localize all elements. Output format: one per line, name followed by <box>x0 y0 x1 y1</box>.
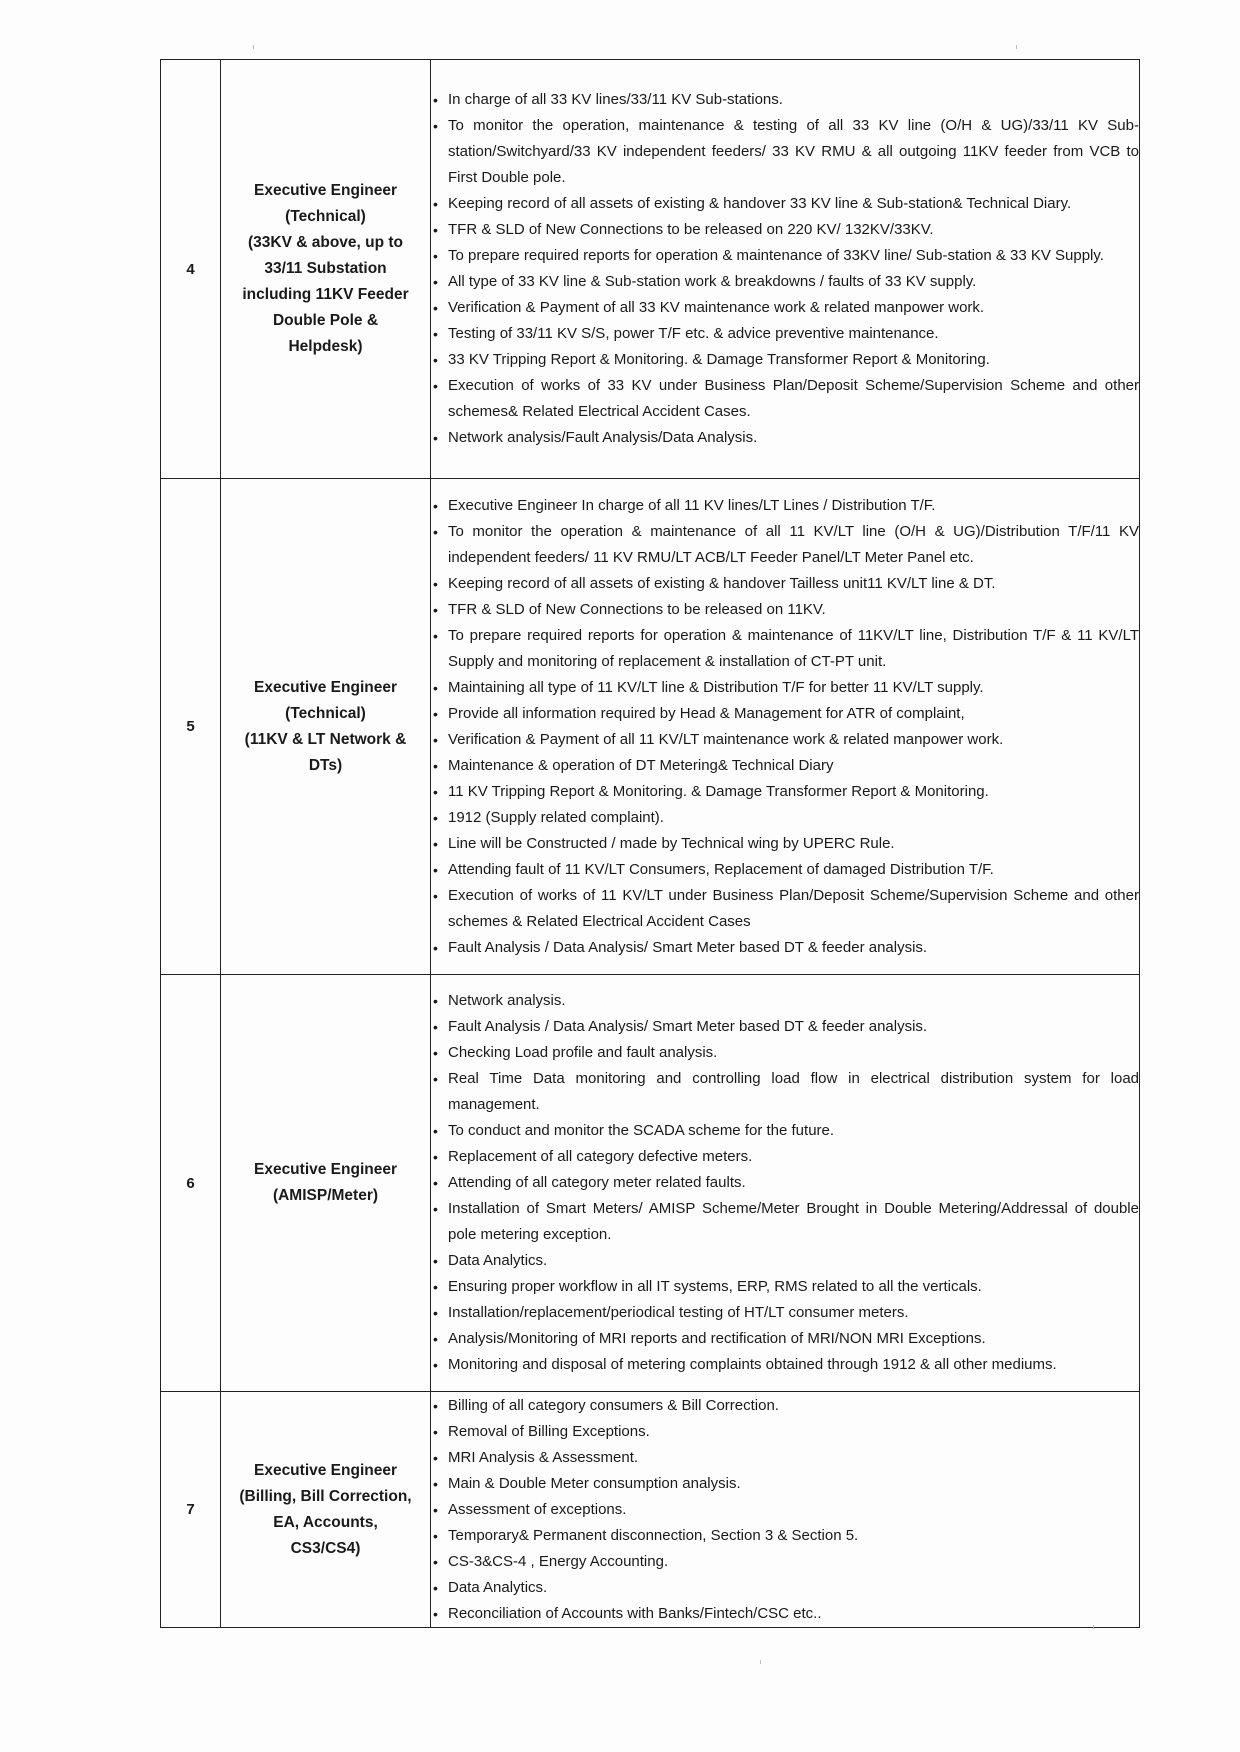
table-row <box>161 1392 1140 1628</box>
duty-item: • Fault Analysis / Data Analysis/ Smart Meter based DT & feeder analysis. <box>431 1014 1139 1040</box>
duties-table <box>160 59 1140 1628</box>
duty-item: • Assessment of exceptions. <box>431 1497 1139 1523</box>
duty-item: • CS-3&CS-4 , Energy Accounting. <box>431 1549 1139 1575</box>
duty-item: • Reconciliation of Accounts with Banks/Fintech/CSC etc.. <box>431 1601 1139 1627</box>
post-title-line: DTs) <box>308 756 343 774</box>
duty-item: • Network analysis. <box>431 988 1139 1014</box>
duty-item: • In charge of all 33 KV lines/33/11 KV Sub-stations. <box>431 87 1139 113</box>
duty-item: • Execution of works of 11 KV/LT under Business Plan/Deposit Scheme/Supervision Scheme and other schemes & Related Electrical Accident Cases <box>431 883 1139 935</box>
duty-item: • Main & Double Meter consumption analysis. <box>431 1471 1139 1497</box>
duty-item: • 33 KV Tripping Report & Monitoring. & Damage Transformer Report & Monitoring. <box>431 347 1139 373</box>
duty-item: • Execution of works of 33 KV under Business Plan/Deposit Scheme/Supervision Scheme and other schemes& Related Electrical Accident Cases. <box>431 373 1139 425</box>
duty-item: • To monitor the operation, maintenance & testing of all 33 KV line (O/H & UG)/33/11 KV Sub-station/Switchyard/33 KV independent feeders/ 33 KV RMU & all outgoing 11KV feeder from VCB to First Double pole. <box>431 113 1139 191</box>
duty-item: • Replacement of all category defective meters. <box>431 1144 1139 1170</box>
serial-number: 7 <box>161 1392 221 1628</box>
post-title-line: (Technical) <box>285 704 366 722</box>
duty-item: • Attending fault of 11 KV/LT Consumers, Replacement of damaged Distribution T/F. <box>431 857 1139 883</box>
duty-item: • To conduct and monitor the SCADA scheme for the future. <box>431 1118 1139 1144</box>
duty-item: • To monitor the operation & maintenance of all 11 KV/LT line (O/H & UG)/Distribution T/F/11 KV independent feeders/ 11 KV RMU/LT ACB/LT Feeder Panel/LT Meter Panel etc. <box>431 519 1139 571</box>
post-title-line: including 11KV Feeder <box>242 286 409 303</box>
post-title-line: (11KV & LT Network & <box>244 730 407 748</box>
duty-item: • Data Analytics. <box>431 1575 1139 1601</box>
duty-list <box>431 87 1139 451</box>
post-title-line: (Billing, Bill Correction, <box>239 1487 412 1505</box>
duty-item: • 1912 (Supply related complaint). <box>431 805 1139 831</box>
duty-item: • To prepare required reports for operation & maintenance of 11KV/LT line, Distribution T/F & 11 KV/LT Supply and monitoring of replacement & installation of CT-PT unit. <box>431 623 1139 675</box>
duty-item: • Data Analytics. <box>431 1248 1139 1274</box>
post-title-line: EA, Accounts, <box>273 1513 378 1531</box>
duty-item: • Verification & Payment of all 33 KV maintenance work & related manpower work. <box>431 295 1139 321</box>
duty-item: • Monitoring and disposal of metering complaints obtained through 1912 & all other mediums. <box>431 1352 1139 1378</box>
post-title <box>221 975 431 1392</box>
scan-speck <box>253 45 254 49</box>
serial-number: 5 <box>161 479 221 975</box>
duty-item: • Installation/replacement/periodical testing of HT/LT consumer meters. <box>431 1300 1139 1326</box>
table-row <box>161 60 1140 479</box>
duty-item: • Ensuring proper workflow in all IT systems, ERP, RMS related to all the verticals. <box>431 1274 1139 1300</box>
post-title <box>221 1392 431 1628</box>
post-title-line: 33/11 Substation <box>264 260 387 277</box>
serial-number: 6 <box>161 975 221 1392</box>
duty-item: • Attending of all category meter related faults. <box>431 1170 1139 1196</box>
duty-item: • Verification & Payment of all 11 KV/LT maintenance work & related manpower work. <box>431 727 1139 753</box>
post-title-line: (AMISP/Meter) <box>272 1187 379 1204</box>
post-title-line: Executive Engineer <box>253 1161 397 1178</box>
scan-speck <box>760 1660 761 1664</box>
duty-item: • Fault Analysis / Data Analysis/ Smart Meter based DT & feeder analysis. <box>431 935 1139 961</box>
post-title-line: Executive Engineer <box>253 678 397 696</box>
duty-item: • Checking Load profile and fault analysis. <box>431 1040 1139 1066</box>
duty-item: • Real Time Data monitoring and controlling load flow in electrical distribution system for load management. <box>431 1066 1139 1118</box>
duty-item: • Network analysis/Fault Analysis/Data Analysis. <box>431 425 1139 451</box>
duty-list <box>431 493 1139 961</box>
duty-item: • Keeping record of all assets of existing & handover 33 KV line & Sub-station& Technical Diary. <box>431 191 1139 217</box>
duties-cell <box>431 479 1140 975</box>
duties-cell <box>431 1392 1140 1628</box>
duty-item: • Billing of all category consumers & Bill Correction. <box>431 1393 1139 1419</box>
duty-item: • Line will be Constructed / made by Technical wing by UPERC Rule. <box>431 831 1139 857</box>
post-title-line: (Technical) <box>285 208 366 225</box>
post-title <box>221 479 431 975</box>
post-title-line: Executive Engineer <box>253 182 397 199</box>
table-row <box>161 975 1140 1392</box>
duties-cell <box>431 975 1140 1392</box>
duty-item: • MRI Analysis & Assessment. <box>431 1445 1139 1471</box>
duty-item: • Provide all information required by Head & Management for ATR of complaint, <box>431 701 1139 727</box>
duty-item: • Keeping record of all assets of existing & handover Tailless unit11 KV/LT line & DT. <box>431 571 1139 597</box>
duty-item: • TFR & SLD of New Connections to be released on 11KV. <box>431 597 1139 623</box>
post-title-line: (33KV & above, up to <box>247 234 404 251</box>
duty-item: • Testing of 33/11 KV S/S, power T/F etc. & advice preventive maintenance. <box>431 321 1139 347</box>
duty-item: • Maintaining all type of 11 KV/LT line & Distribution T/F for better 11 KV/LT supply. <box>431 675 1139 701</box>
duties-cell <box>431 60 1140 479</box>
duty-item: • Analysis/Monitoring of MRI reports and rectification of MRI/NON MRI Exceptions. <box>431 1326 1139 1352</box>
post-title-line: Helpdesk) <box>288 338 363 355</box>
duty-item: • Temporary& Permanent disconnection, Section 3 & Section 5. <box>431 1523 1139 1549</box>
duty-item: • 11 KV Tripping Report & Monitoring. & Damage Transformer Report & Monitoring. <box>431 779 1139 805</box>
duty-list <box>431 988 1139 1378</box>
duty-item: • All type of 33 KV line & Sub-station work & breakdowns / faults of 33 KV supply. <box>431 269 1139 295</box>
scan-speck <box>1093 1625 1094 1629</box>
post-title-line: Executive Engineer <box>253 1461 397 1479</box>
duty-item: • TFR & SLD of New Connections to be released on 220 KV/ 132KV/33KV. <box>431 217 1139 243</box>
post-title-line: CS3/CS4) <box>290 1539 361 1557</box>
post-title-line: Double Pole & <box>272 312 379 329</box>
duty-item: • Executive Engineer In charge of all 11 KV lines/LT Lines / Distribution T/F. <box>431 493 1139 519</box>
duty-list <box>431 1393 1139 1627</box>
duty-item: • Maintenance & operation of DT Metering& Technical Diary <box>431 753 1139 779</box>
duties-table-body <box>161 60 1140 1628</box>
post-title <box>221 60 431 479</box>
duty-item: • To prepare required reports for operation & maintenance of 33KV line/ Sub-station & 33 KV Supply. <box>431 243 1139 269</box>
table-row <box>161 479 1140 975</box>
scan-speck <box>1016 45 1017 49</box>
serial-number: 4 <box>161 60 221 479</box>
duty-item: • Installation of Smart Meters/ AMISP Scheme/Meter Brought in Double Metering/Addressal of double pole metering exception. <box>431 1196 1139 1248</box>
duty-item: • Removal of Billing Exceptions. <box>431 1419 1139 1445</box>
